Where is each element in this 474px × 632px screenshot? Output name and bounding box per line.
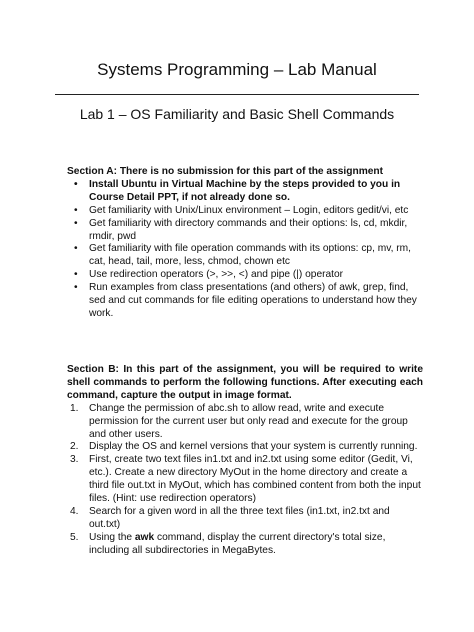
item-text: Display the OS and kernel versions that your system is currently running.: [89, 441, 418, 453]
item-text-post: command, display the current directory's total size, including all subdirectories in MegaBytes.: [89, 531, 386, 556]
section-b: [67, 364, 423, 558]
lab-title: Lab 1 – OS Familiarity and Basic Shell Commands: [79, 106, 395, 122]
list-item: • Get familiarity with directory commands and their options: ls, cd, mkdir, rmdir, pwd: [67, 218, 423, 244]
item-number: 5.: [70, 531, 79, 543]
document-title: Systems Programming – Lab Manual: [97, 60, 377, 79]
item-text: Change the permission of abc.sh to allow read, write and execute permission for the current user but only read and execute for the group and other users.: [89, 402, 408, 440]
list-item: [67, 403, 423, 442]
list-item: • Run examples from class presentations (and others) of awk, grep, find, sed and cut commands for file editing operations to understand how they work.: [67, 282, 423, 321]
item-number: 2.: [70, 441, 79, 453]
item-number: 1.: [70, 402, 79, 414]
list-item: • Use redirection operators (>, >>, <) and pipe (|) operator: [67, 269, 423, 282]
awk-keyword: awk: [134, 531, 155, 543]
list-item: • Get familiarity with file operation commands with its options: cp, mv, rm, cat, head, tail, more, less, chmod, chown etc: [67, 243, 423, 269]
list-item: [67, 532, 423, 558]
section-a: [67, 166, 423, 321]
item-text: First, create two text files in1.txt and in2.txt using some editor (Gedit, Vi, etc.). Create a new directory MyOut in the home directory and create a third file out.txt in MyOut, which has combined content from both the input files. (Hint: use redirection operators): [89, 454, 421, 505]
title-divider: [55, 94, 419, 95]
section-b-list: [67, 403, 423, 558]
list-item: [67, 454, 423, 506]
list-item: [67, 441, 423, 454]
section-a-heading: Section A: There is no submission for this part of the assignment: [67, 166, 384, 177]
item-text: Search for a given word in all the three text files (in1.txt, in2.txt and out.txt): [89, 505, 390, 530]
list-item: [67, 506, 423, 532]
section-a-list: [67, 179, 423, 321]
item-number: 3.: [70, 454, 79, 466]
section-b-heading: Section B: In this part of the assignment, you will be required to write shell commands to perform the following functions. After executing each command, capture the output in image format.: [67, 364, 423, 401]
item-text-pre: Using the: [89, 531, 135, 543]
item-number: 4.: [70, 505, 79, 517]
list-item: • Get familiarity with Unix/Linux environment – Login, editors gedit/vi, etc: [67, 205, 423, 218]
list-item: • Install Ubuntu in Virtual Machine by the steps provided to you in Course Detail PPT, if not already done so.: [67, 179, 423, 205]
